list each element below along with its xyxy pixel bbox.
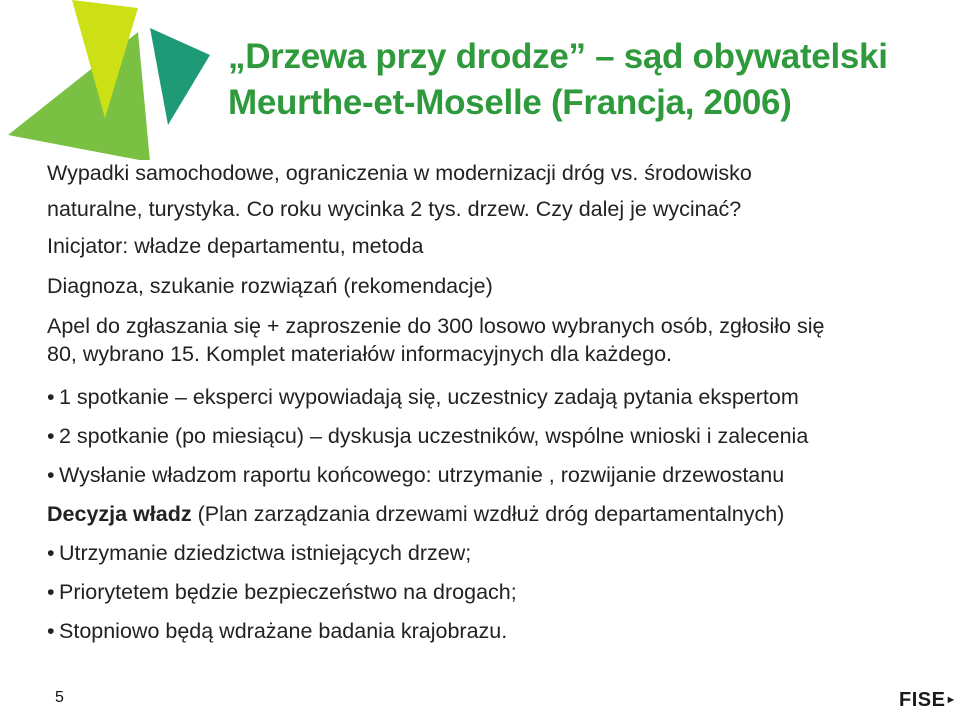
decision-text: (Plan zarządzania drzewami wzdłuż dróg departamentalnych) [191, 502, 785, 526]
decorative-triangles [0, 0, 220, 160]
logo-text: FISE [899, 689, 946, 711]
bullet-marker: • [47, 580, 55, 604]
bullet-text: 1 spotkanie – eksperci wypowiadają się, uczestnicy zadają pytania ekspertom [59, 385, 799, 409]
teal-triangle [150, 28, 210, 125]
bullet-item-4 [47, 540, 471, 566]
bullet-text: 2 spotkanie (po miesiącu) – dyskusja uczestników, wspólne wnioski i zalecenia [59, 424, 809, 448]
paragraph-3: Diagnoza, szukanie rozwiązań (rekomendacje) [47, 274, 493, 298]
bullet-text: Wysłanie władzom raportu końcowego: utrzymanie , rozwijanie drzewostanu [59, 463, 785, 487]
bullet-text: Priorytetem będzie bezpieczeństwo na drogach; [59, 580, 517, 604]
fise-logo [899, 689, 957, 712]
green-triangle [8, 32, 150, 160]
bullet-item-3 [47, 462, 784, 488]
bullet-item-2 [47, 423, 808, 449]
bullet-item-1 [47, 384, 799, 410]
decision-label: Decyzja władz [47, 502, 192, 526]
arrow-icon: ► [945, 694, 957, 706]
slide-title-line-2: Meurthe-et-Moselle (Francja, 2006) [228, 83, 792, 122]
paragraph-2: Inicjator: władze departamentu, metoda [47, 234, 424, 258]
bullet-marker: • [47, 463, 55, 487]
bullet-marker: • [47, 424, 55, 448]
bullet-text: Stopniowo będą wdrażane badania krajobrazu. [59, 619, 508, 643]
paragraph-4-line-2: 80, wybrano 15. Komplet materiałów informacyjnych dla każdego. [47, 342, 673, 366]
bullet-item-5 [47, 579, 517, 605]
slide-number: 5 [55, 689, 64, 706]
decision-line [47, 501, 784, 527]
bullet-marker: • [47, 385, 55, 409]
bullet-text: Utrzymanie dziedzictwa istniejących drzew; [59, 541, 472, 565]
paragraph-1-line-2: naturalne, turystyka. Co roku wycinka 2 tys. drzew. Czy dalej je wycinać? [47, 197, 742, 221]
paragraph-4-line-1: Apel do zgłaszania się + zaproszenie do 300 losowo wybranych osób, zgłosiło się [47, 314, 825, 338]
bullet-marker: • [47, 541, 55, 565]
paragraph-1-line-1: Wypadki samochodowe, ograniczenia w modernizacji dróg vs. środowisko [47, 161, 752, 185]
slide-title-line-1: „Drzewa przy drodze” – sąd obywatelski [228, 37, 888, 76]
bullet-marker: • [47, 619, 55, 643]
bullet-item-6 [47, 618, 507, 644]
